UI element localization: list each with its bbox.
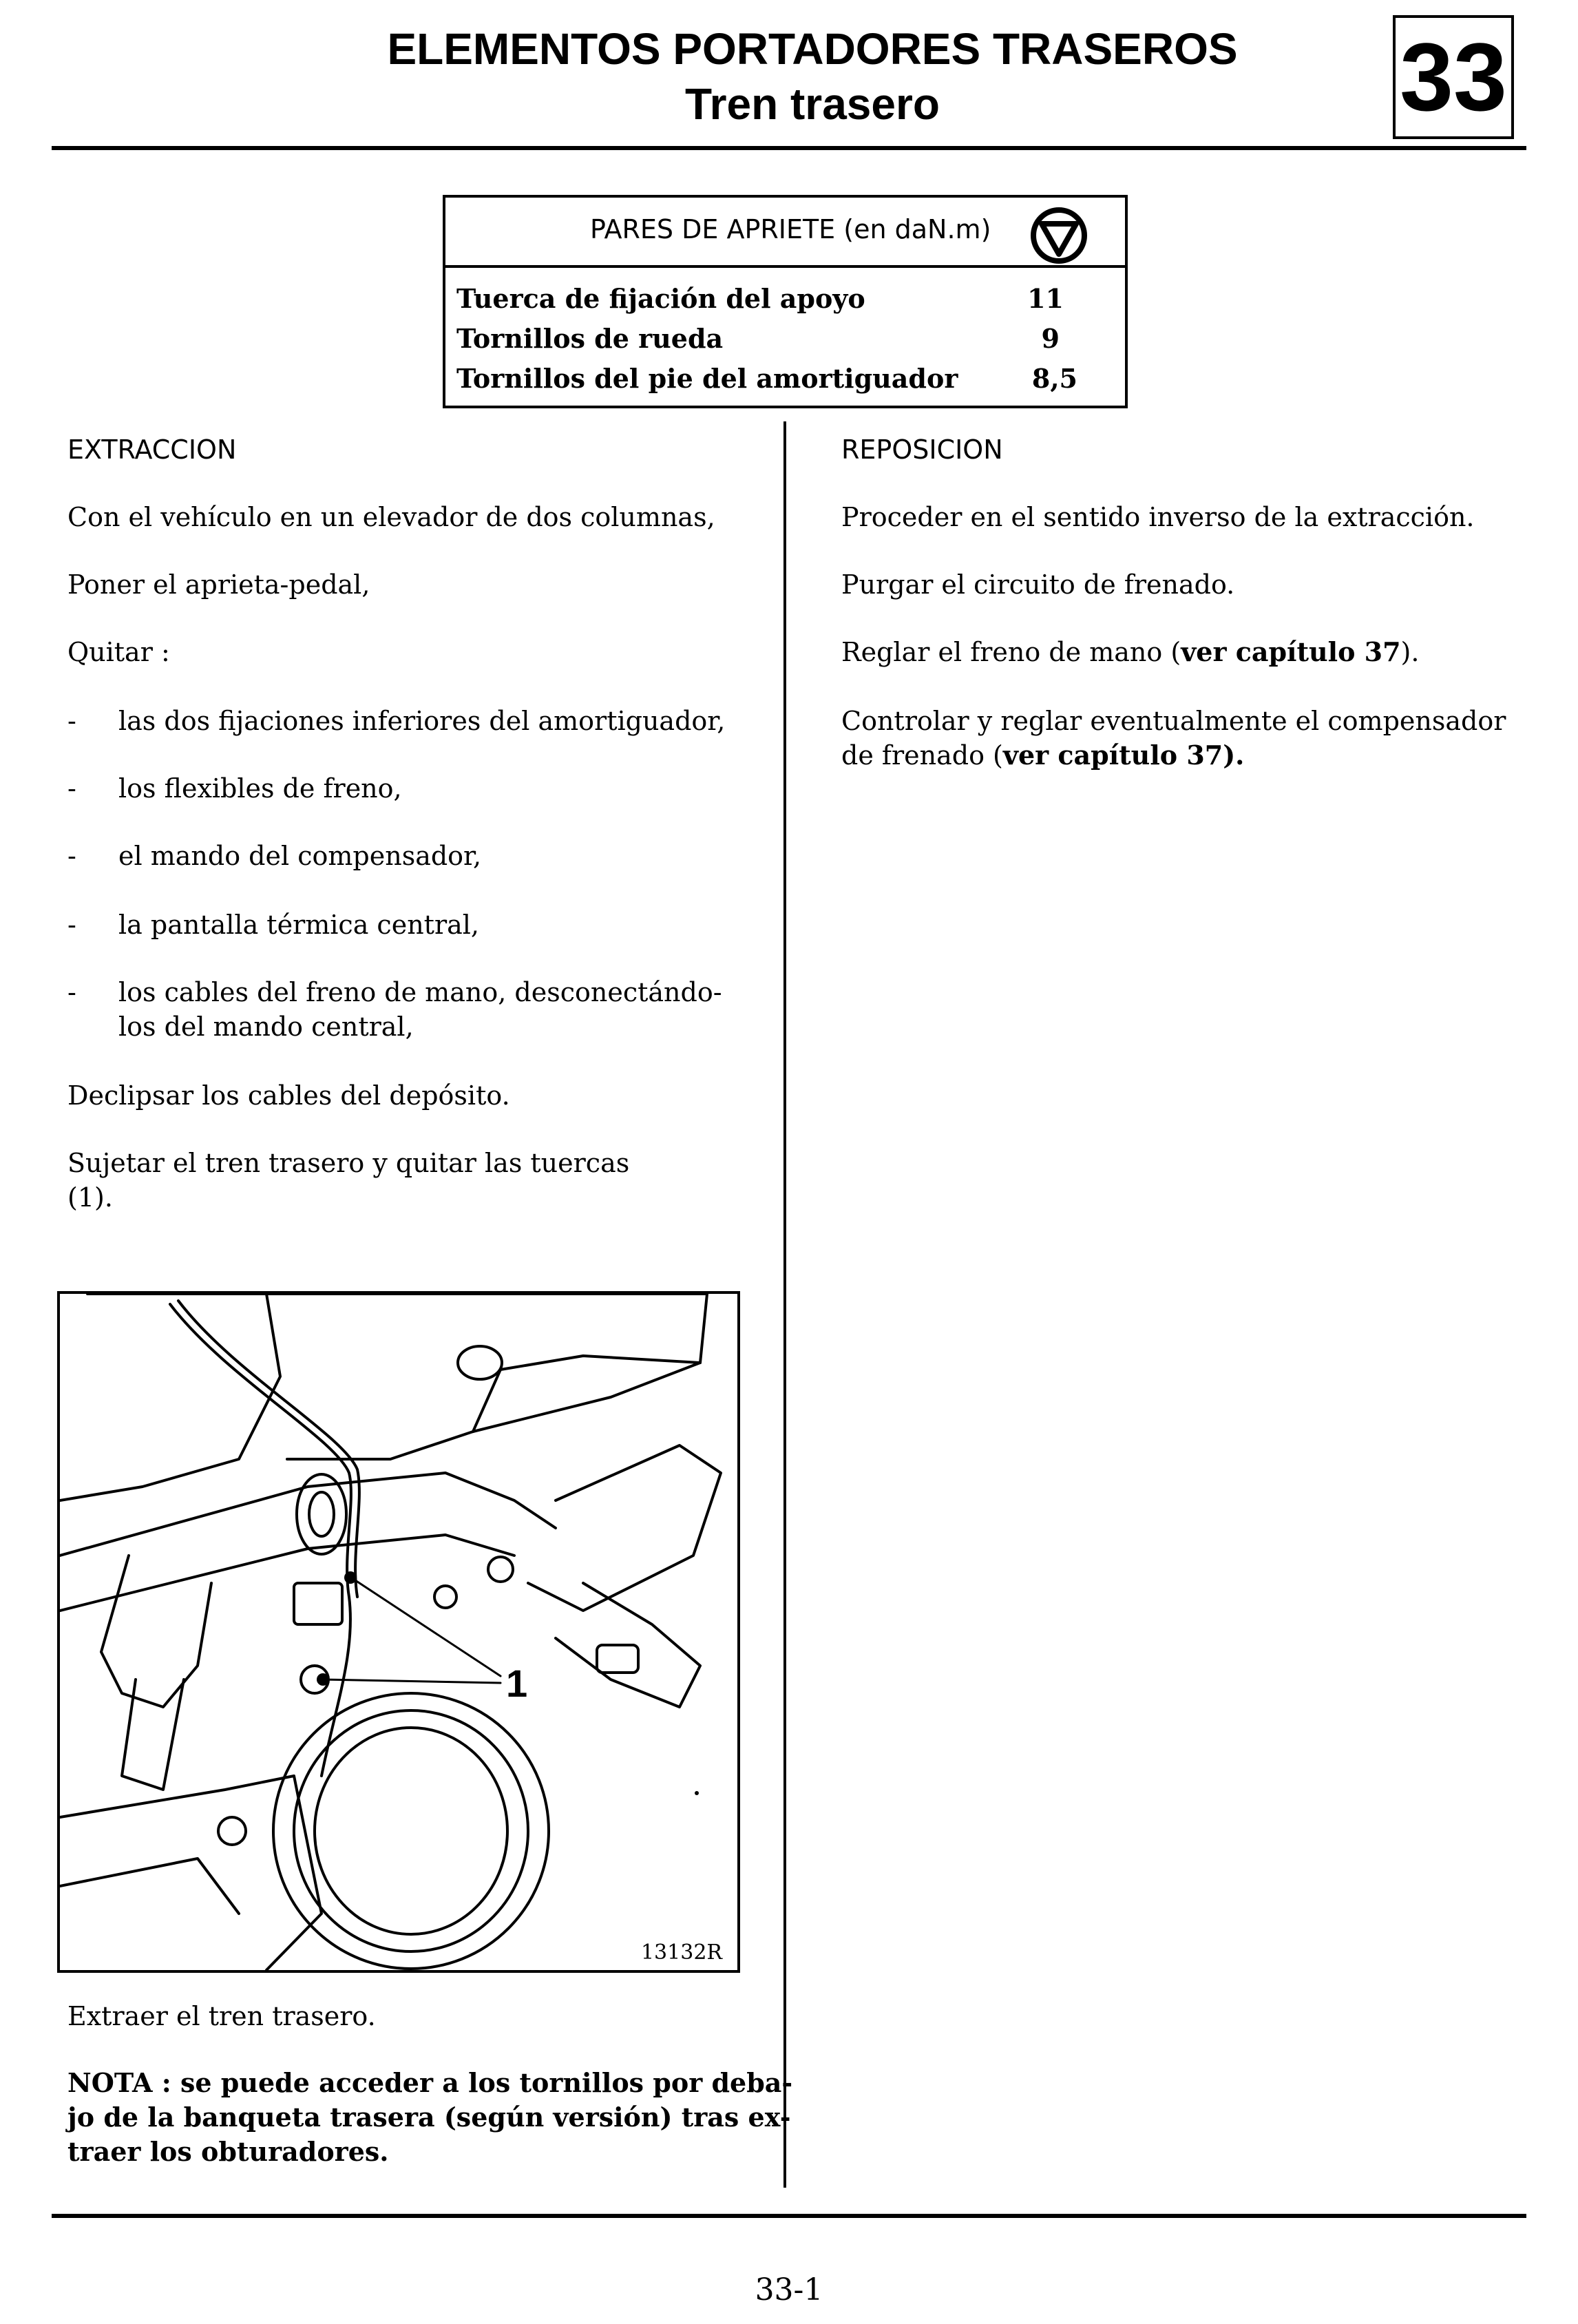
- list-item: los flexibles de freno,: [118, 773, 402, 804]
- list-item: el mando del compensador,: [118, 841, 482, 871]
- page-number: 33-1: [755, 2272, 823, 2307]
- refit-step-2: Purgar el circuito de frenado.: [841, 569, 1235, 600]
- declip-step: Declipsar los cables del depósito.: [67, 1080, 510, 1111]
- refit-step-3-end: ).: [1400, 637, 1420, 667]
- removal-intro-2: Poner el aprieta-pedal,: [67, 569, 370, 600]
- chapter-number: 33: [1393, 15, 1514, 139]
- document-subtitle: Tren trasero: [685, 79, 940, 129]
- list-dash: -: [67, 841, 76, 871]
- refit-step-4-text: de frenado (: [841, 740, 1003, 771]
- list-dash: -: [67, 773, 76, 804]
- refit-step-3-text: Reglar el freno de mano (: [841, 637, 1181, 667]
- refit-step-3: [841, 635, 1419, 669]
- torque-value: 9: [1041, 323, 1060, 354]
- column-divider: [783, 421, 786, 2188]
- refit-step-4: Controlar y reglar eventualmente el compensador: [841, 706, 1506, 736]
- list-item: las dos fijaciones inferiores del amortiguador,: [118, 706, 726, 736]
- chapter-reference: ver capítulo 37: [1181, 636, 1401, 667]
- torque-value: 11: [1027, 283, 1064, 314]
- hold-step: Sujetar el tren trasero y quitar las tuercas: [67, 1148, 630, 1178]
- figure-callout-1: 1: [506, 1662, 528, 1705]
- list-item: los cables del freno de mano, desconectándo-: [118, 977, 722, 1007]
- chapter-reference: ver capítulo 37).: [1002, 740, 1245, 771]
- extract-step: Extraer el tren trasero.: [67, 2001, 376, 2031]
- refit-heading: REPOSICION: [841, 435, 1003, 465]
- note-line-1: NOTA : se puede acceder a los tornillos por deba-: [67, 2067, 793, 2098]
- torque-label: Tornillos de rueda: [456, 323, 724, 354]
- torque-wrench-icon: [1029, 206, 1088, 265]
- list-item: la pantalla térmica central,: [118, 910, 480, 940]
- note-line-3: traer los obturadores.: [67, 2136, 389, 2167]
- footer-rule: [52, 2214, 1526, 2218]
- removal-intro-1: Con el vehículo en un elevador de dos columnas,: [67, 502, 715, 532]
- torque-table-header: [445, 198, 1125, 268]
- remove-label: Quitar :: [67, 637, 170, 667]
- hold-step-continued: (1).: [67, 1182, 113, 1213]
- list-dash: -: [67, 706, 76, 736]
- rear-axle-figure: [57, 1291, 740, 1973]
- list-dash: -: [67, 910, 76, 940]
- note-line-2: jo de la banqueta trasera (según versión) tras ex-: [67, 2102, 791, 2133]
- list-dash: -: [67, 977, 76, 1007]
- rear-axle-drawing: [60, 1294, 737, 1970]
- torque-row: [456, 359, 1104, 399]
- torque-label: Tuerca de fijación del apoyo: [456, 283, 865, 314]
- torque-value: 8,5: [1031, 363, 1077, 394]
- header-rule: [52, 146, 1526, 150]
- torque-table-title: PARES DE APRIETE (en daN.m): [590, 214, 991, 244]
- figure-reference: 13132R: [640, 1940, 722, 1965]
- removal-heading: EXTRACCION: [67, 435, 237, 465]
- torque-row: [456, 319, 1104, 359]
- torque-row: [456, 279, 1104, 319]
- refit-step-4-continued: [841, 738, 1244, 773]
- document-title: ELEMENTOS PORTADORES TRASEROS: [387, 24, 1238, 74]
- refit-step-1: Proceder en el sentido inverso de la extracción.: [841, 502, 1475, 532]
- torque-label: Tornillos del pie del amortiguador: [456, 363, 958, 394]
- torque-table: [443, 195, 1128, 408]
- list-item-continued: los del mando central,: [118, 1012, 414, 1042]
